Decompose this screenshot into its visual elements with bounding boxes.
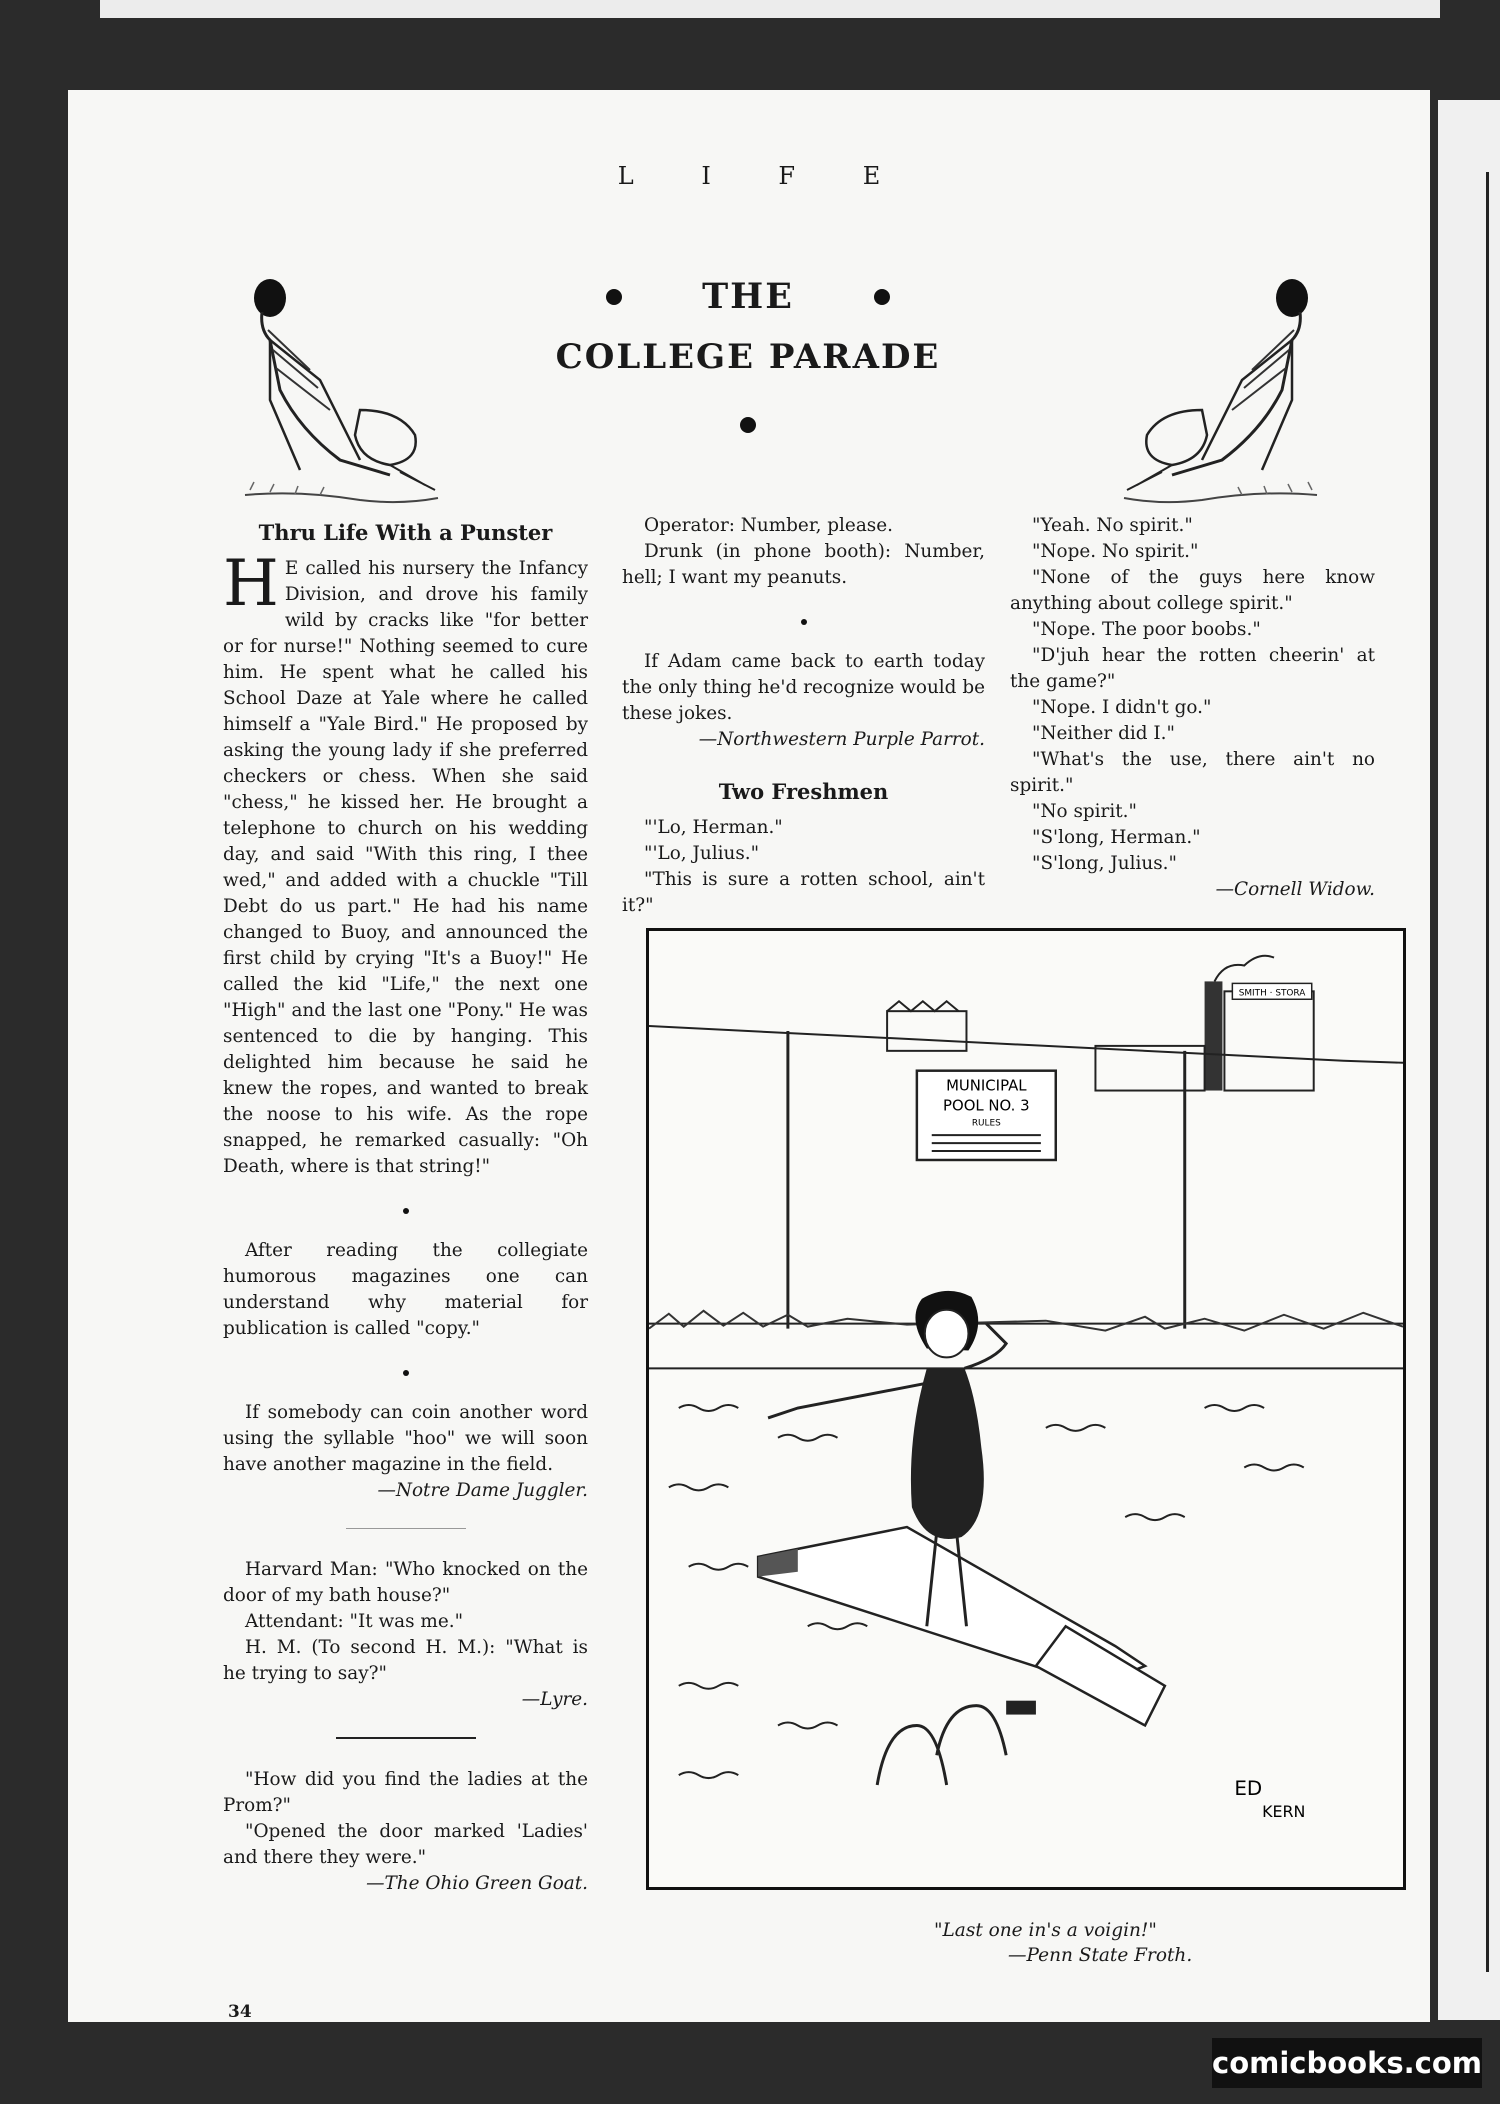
pool-sign-line-3: RULES [971, 1118, 1001, 1129]
joke-credit: —Notre Dame Juggler. [377, 1480, 588, 1501]
dialog-line: "Opened the door marked 'Ladies' and there they were." [223, 1821, 588, 1868]
article-heading: Two Freshmen [718, 779, 889, 804]
next-page-edge [1438, 100, 1500, 2020]
adam-joke: If Adam came back to earth today the only thing he'd recognize would be these jokes. [622, 651, 985, 724]
pool-cartoon [646, 928, 1406, 1890]
separator-rule [336, 1737, 476, 1739]
joke-credit: —Cornell Widow. [1215, 879, 1375, 900]
punster-story-text: E called his nursery the Infancy Division, and drove his family wild by cracks like "for better or for nurse!" Nothing seemed to cure him. He spent what he called his School Daze at Yale where he called himself a "Yale Bird." He proposed by asking the young lady if she preferred checkers or chess. When she said "chess," he kissed her. He brought a telephone to church on his wedding day, and said "With this ring, I thee wed," and added with a chuckle "Till Debt do us part." He had his name changed to Buoy, and announced the first child by crying "It's a Buoy!" He called the kid "Life," the next one "High" and the last one "Pony." He was sentenced to die by hanging. This delighted him because he said he knew the ropes, and wanted to break the noose to his wife. As the rope snapped, he remarked casually: "Oh Death, where is that string!" [223, 558, 588, 1177]
title-line-the: THE [702, 276, 794, 317]
punster-story [223, 547, 588, 1180]
joke-credit: —Lyre. [521, 1689, 588, 1710]
adjacent-page-edge [100, 0, 1440, 18]
separator-rule [346, 1528, 466, 1529]
caption-quote: "Last one in's a voigin!" [934, 1920, 1157, 1941]
dialog-line: "This is sure a rotten school, ain't it?" [622, 869, 985, 916]
dialog-line: H. M. (To second H. M.): "What is he trying to say?" [223, 1637, 588, 1684]
pool-sign-line-2: POOL NO. 3 [943, 1096, 1030, 1115]
joke-credit: —Northwestern Purple Parrot. [698, 729, 985, 750]
dialog-line: Harvard Man: "Who knocked on the door of my bath house?" [223, 1559, 588, 1606]
pool-cartoon-drawing [649, 931, 1403, 1887]
dialog-line: "Yeah. No spirit." [1032, 515, 1193, 536]
separator-dot [801, 619, 807, 625]
drop-cap: H [223, 547, 279, 621]
bullet-dot [874, 289, 890, 305]
hoo-joke: If somebody can coin another word using the syllable "hoo" we will soon have another magazine in the field. [223, 1402, 588, 1475]
bullet-dot [740, 417, 756, 433]
joke-credit: —The Ohio Green Goat. [366, 1873, 588, 1894]
text-column-1 [223, 520, 588, 1897]
dialog-line: "S'long, Herman." [1032, 827, 1201, 848]
artist-signature-2: KERN [1262, 1801, 1306, 1821]
dialog-line: "What's the use, there ain't no spirit." [1010, 749, 1375, 796]
dialog-line: "D'juh hear the rotten cheerin' at the game?" [1010, 645, 1375, 692]
cartoon-caption [918, 1918, 1258, 1968]
artist-signature-1: ED [1234, 1776, 1263, 1800]
watermark: comicbooks.com [1212, 2038, 1482, 2088]
copy-joke: After reading the collegiate humorous magazines one can understand why material for publication is called "copy." [223, 1240, 588, 1339]
text-column-3 [1010, 513, 1375, 903]
separator-dot [403, 1370, 409, 1376]
bullet-dot [606, 289, 622, 305]
separator-dot [403, 1208, 409, 1214]
dialog-line: "S'long, Julius." [1032, 853, 1177, 874]
page-number: 34 [228, 2002, 252, 2022]
dialog-line: "No spirit." [1032, 801, 1137, 822]
dialog-line: "Neither did I." [1032, 723, 1175, 744]
dialog-line: Attendant: "It was me." [245, 1611, 464, 1632]
text-column-2 [622, 513, 985, 919]
magazine-page [68, 90, 1430, 2022]
dialog-line: "None of the guys here know anything about college spirit." [1010, 567, 1375, 614]
deck-chair-illustration-right [1122, 260, 1322, 510]
dialog-line: "How did you find the ladies at the Prom?" [223, 1769, 588, 1816]
masthead: L I F E [617, 162, 911, 190]
dialog-line: "Nope. The poor boobs." [1032, 619, 1261, 640]
deck-chair-illustration-left [240, 260, 440, 510]
caption-credit: —Penn State Froth. [1008, 1945, 1193, 1966]
pool-sign-line-1: MUNICIPAL [946, 1076, 1027, 1095]
title-line-college-parade: COLLEGE PARADE [555, 337, 941, 377]
dialog-line: Operator: Number, please. [644, 515, 893, 536]
dialog-line: "Nope. No spirit." [1032, 541, 1199, 562]
section-title [518, 276, 978, 433]
dialog-line: "'Lo, Herman." [644, 817, 783, 838]
dialog-line: Drunk (in phone booth): Number, hell; I want my peanuts. [622, 541, 985, 588]
dialog-line: "'Lo, Julius." [644, 843, 760, 864]
article-heading: Thru Life With a Punster [258, 520, 553, 545]
dialog-line: "Nope. I didn't go." [1032, 697, 1212, 718]
building-sign-text: SMITH · STORA [1238, 988, 1306, 999]
